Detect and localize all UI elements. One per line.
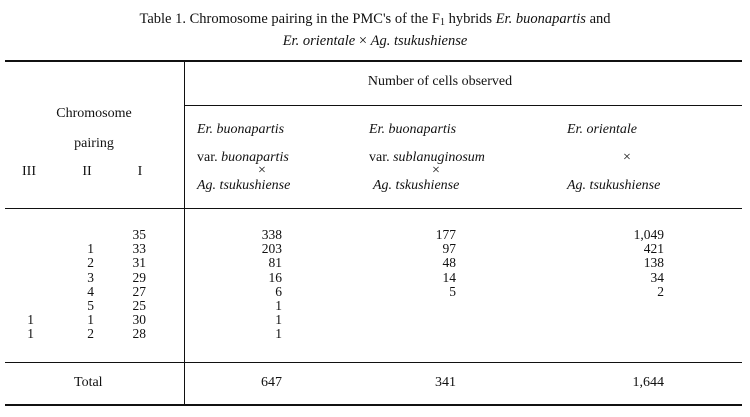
col-III-values [14,228,34,342]
table-cell: 97 [442,241,456,257]
hybrid2-line-1: Er. buonapartis [369,122,457,137]
table-cell [14,271,34,285]
total-top-rule [5,362,742,363]
table-cell: 177 [435,227,456,242]
col-header-III: III [22,164,36,179]
table-cell: 1 [275,326,282,342]
body-column-divider [184,209,185,362]
table-cell: 2 [657,283,664,299]
total-hybrid2: 341 [435,375,456,390]
col-hybrid1-values [242,228,282,342]
table-caption-line-2: Er. orientale × Ag. tsukushiense [282,33,468,49]
table-cell [614,327,664,341]
cells-observed-header: Number of cells observed [367,74,513,89]
table-cell: 30 [132,312,146,328]
table-cell: 31 [132,255,146,271]
table-cell [416,299,456,313]
table-cell: 35 [132,227,146,242]
table-cell [416,327,456,341]
table-cell [14,256,34,270]
table-cell: 1 [275,298,282,314]
table-cell: 421 [643,241,664,257]
table-cell: 48 [442,255,456,271]
table-cell [14,299,34,313]
table-cell [614,313,664,327]
table-cell: 29 [132,269,146,285]
hybrid1-line-1: Er. buonapartis [197,122,285,137]
table-cell: 4 [87,283,94,299]
total-column-divider [184,363,185,404]
table-cell: 1 [87,241,94,257]
table-cell: 1,049 [633,227,664,242]
total-label: Total [74,375,103,390]
table-cell: 338 [261,227,282,242]
table-cell: 28 [132,326,146,342]
table-cell [14,242,34,256]
table-cell: 3 [87,269,94,285]
table-cell: 25 [132,298,146,314]
table-cell [614,299,664,313]
table-cell: 34 [650,269,664,285]
total-hybrid1: 647 [261,375,282,390]
table-caption-line-1: Table 1. Chromosome pairing in the PMC's of the $F_1$ hybrids Er. buonapartis and [139,11,611,28]
hybrid1-line-2: var. buonapartis [197,150,289,165]
col-I-values [116,228,146,342]
table-cell: 5 [449,283,456,299]
hybrid2-cross: × [432,163,440,178]
table-cell: 33 [132,241,146,257]
hybrid1-line-3: Ag. tsukushiense [197,178,291,193]
col-hybrid3-values [614,228,664,342]
table-top-rule [5,60,742,62]
table-cell: 2 [87,326,94,342]
table-cell [416,313,456,327]
pairing-header-line-1: Chromosome [56,106,132,121]
pairing-header-line-2: pairing [74,136,114,151]
hybrid3-line-1: Er. orientale [567,122,637,137]
table-cell: 5 [87,298,94,314]
table-cell: 138 [643,255,664,271]
table-cell: 16 [268,269,282,285]
hybrid2-line-2: var. sublanuginosum [369,150,485,165]
header-column-divider [184,61,185,208]
col-header-II: II [82,164,92,179]
header-sub-rule [184,105,742,106]
table-cell: 203 [261,241,282,257]
table-cell: 27 [132,283,146,299]
hybrid2-line-3: Ag. tskushiense [373,178,460,193]
table-cell: 1 [27,312,34,328]
table-cell: 6 [275,283,282,299]
col-II-values [74,228,94,342]
col-hybrid2-values [416,228,456,342]
table-cell: 81 [268,255,282,271]
table-cell: 1 [27,326,34,342]
table-cell: 2 [87,255,94,271]
table-cell: 1 [275,312,282,328]
table-cell [74,228,94,242]
hybrid3-cross: × [623,150,631,165]
table-bottom-rule [5,404,742,406]
hybrid1-cross: × [258,163,266,178]
hybrid3-line-3: Ag. tsukushiense [567,178,661,193]
header-bottom-rule [5,208,742,209]
total-hybrid3: 1,644 [632,375,664,390]
table-cell [14,228,34,242]
table-cell [14,285,34,299]
col-header-I: I [137,164,143,179]
table-cell: 1 [87,312,94,328]
table-cell: 14 [442,269,456,285]
